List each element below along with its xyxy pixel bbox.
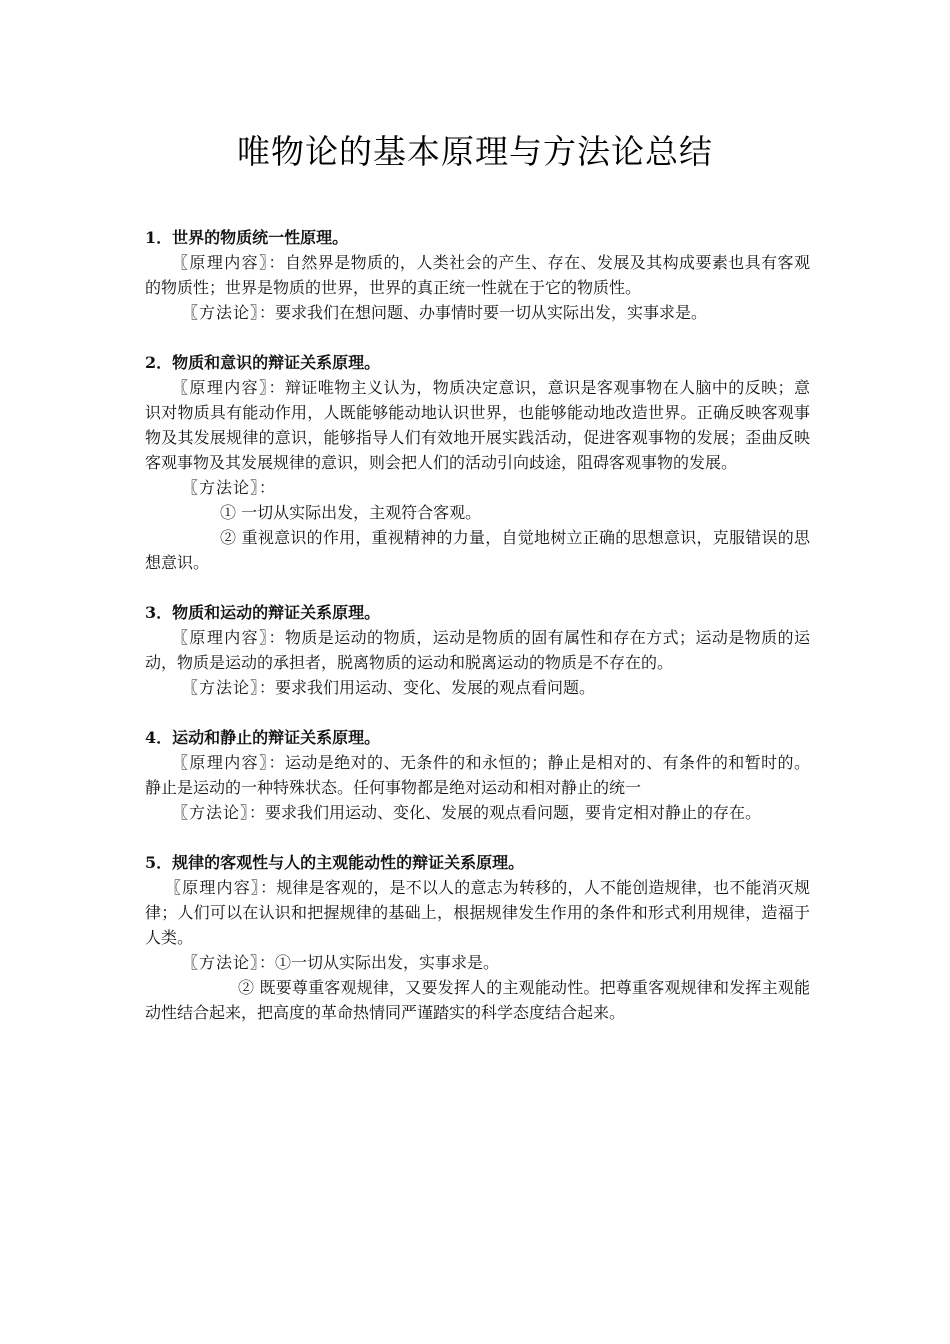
principle-text: ：规律是客观的，是不以人的意志为转移的，人不能创造规律，也不能消灭规律；人们可以在认识和把握规律的基础上，根据规律发生作用的条件和形式利用规律，造福于人类。 (145, 878, 810, 947)
document-body (145, 225, 810, 1050)
principle-text: ：辩证唯物主义认为，物质决定意识，意识是客观事物在人脑中的反映；意识对物质具有能动作用，人既能够能动地认识世界，也能够能动地改造世界。正确反映客观事物及其发展规律的意识，能够指导人们有效地开展实践活动，促进客观事物的发展；歪曲反映客观事物及其发展规律的意识，则会把人们的活动引向歧途，阻碍客观事物的发展。 (145, 378, 810, 472)
method-text: ：要求我们用运动、变化、发展的观点看问题，要肯定相对静止的存在。 (249, 803, 762, 822)
section-5 (145, 850, 810, 1025)
method-text: ：①一切从实际出发，实事求是。 (259, 953, 500, 972)
principle-tag: 〖原理内容〗 (165, 878, 261, 897)
method-tag: 〖方法论〗 (182, 953, 260, 972)
method-item: ① 一切从实际出发，主观符合客观。 (220, 503, 482, 522)
section-3 (145, 600, 810, 700)
method-tag: 〖方法论〗 (182, 303, 260, 322)
method-paragraph (145, 800, 810, 825)
section-2 (145, 350, 810, 575)
method-text: ：要求我们用运动、变化、发展的观点看问题。 (259, 678, 596, 697)
principle-tag: 〖原理内容〗 (172, 378, 269, 397)
principle-text: ：自然界是物质的，人类社会的产生、存在、发展及其构成要素也具有客观的物质性；世界是物质的世界，世界的真正统一性就在于它的物质性。 (145, 253, 810, 297)
principle-text: ：物质是运动的物质，运动是物质的固有属性和存在方式；运动是物质的运动，物质是运动的承担者，脱离物质的运动和脱离运动的物质是不存在的。 (145, 628, 810, 672)
method-tag: 〖方法论〗 (182, 678, 260, 697)
method-item: ② 重视意识的作用，重视精神的力量，自觉地树立正确的思想意识，克服错误的思想意识。 (145, 528, 810, 572)
document-title: 唯物论的基本原理与方法论总结 (237, 132, 713, 171)
section-heading: 5．规律的客观性与人的主观能动性的辩证关系原理。 (145, 853, 525, 872)
principle-tag: 〖原理内容〗 (172, 628, 269, 647)
method-paragraph (145, 675, 810, 700)
method-item: ② 既要尊重客观规律，又要发挥人的主观能动性。把尊重客观规律和发挥主观能动性结合起来，把高度的革命热情同严谨踏实的科学态度结合起来。 (145, 978, 810, 1022)
section-heading: 1．世界的物质统一性原理。 (145, 228, 349, 247)
principle-paragraph (145, 625, 810, 675)
method-tag: 〖方法论〗 (172, 803, 250, 822)
method-text: ： (259, 478, 276, 497)
principle-paragraph (145, 375, 810, 475)
principle-text: ：运动是绝对的、无条件的和永恒的；静止是相对的、有条件的和暂时的。静止是运动的一种特殊状态。任何事物都是绝对运动和相对静止的统一 (145, 753, 810, 797)
principle-paragraph (145, 875, 810, 950)
principle-paragraph (145, 750, 810, 800)
method-text: ：要求我们在想问题、办事情时要一切从实际出发，实事求是。 (259, 303, 708, 322)
principle-tag: 〖原理内容〗 (172, 253, 269, 272)
method-paragraph (145, 300, 810, 325)
section-heading: 2．物质和意识的辩证关系原理。 (145, 353, 381, 372)
method-tag: 〖方法论〗 (182, 478, 260, 497)
principle-tag: 〖原理内容〗 (172, 753, 269, 772)
method-paragraph (145, 475, 810, 500)
section-heading: 4．运动和静止的辩证关系原理。 (145, 728, 381, 747)
section-4 (145, 725, 810, 825)
section-1 (145, 225, 810, 325)
principle-paragraph (145, 250, 810, 300)
section-heading: 3．物质和运动的辩证关系原理。 (145, 603, 381, 622)
method-paragraph (145, 950, 810, 975)
